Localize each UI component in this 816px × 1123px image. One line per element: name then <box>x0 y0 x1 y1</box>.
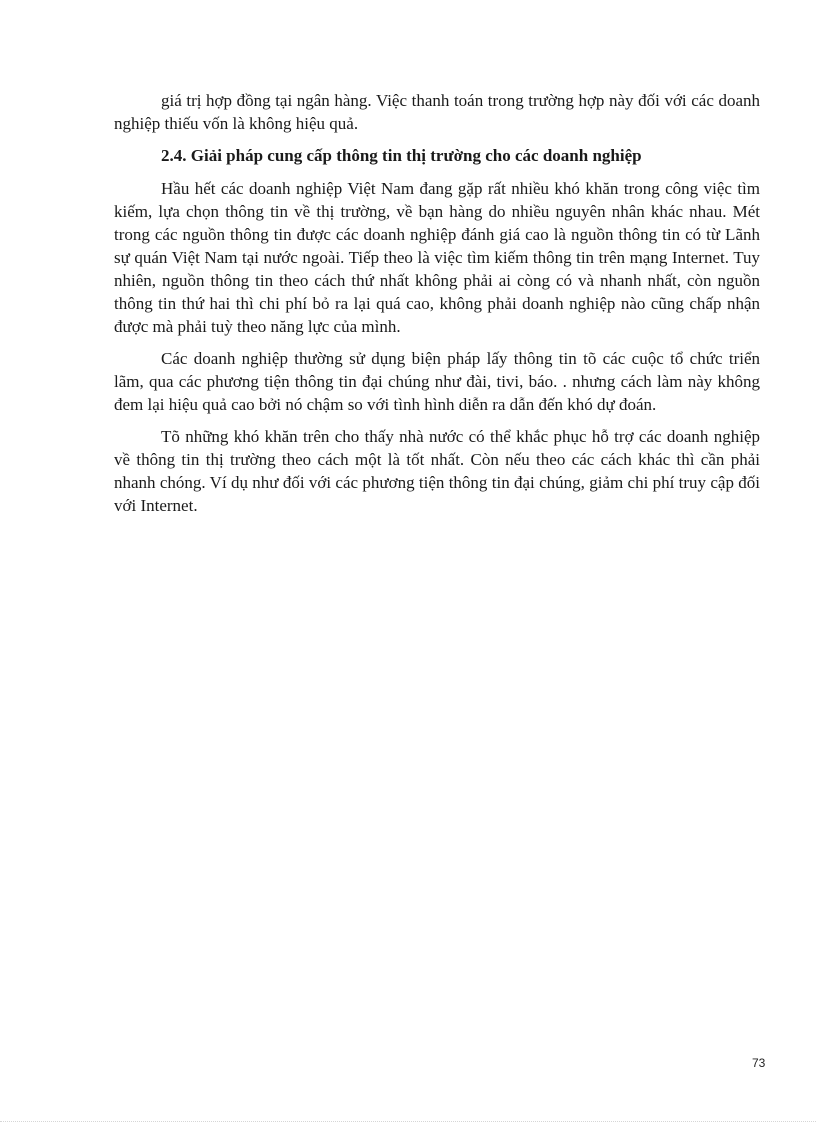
paragraph-2: Các doanh nghiệp thường sử dụng biện pháp lấy thông tin tõ các cuộc tổ chức triển lãm, qua các phương tiện thông tin đại chúng như đài, tivi, báo. . nhưng cách làm này không đem lại hiệu quả cao bởi nó chậm so với tình hình diễn ra dẫn đến khó dự đoán. <box>114 349 760 414</box>
page-body <box>114 89 760 526</box>
paragraph-1: Hầu hết các doanh nghiệp Việt Nam đang gặp rất nhiều khó khăn trong công việc tìm kiếm, lựa chọn thông tin về thị trường, về bạn hàng do nhiều nguyên nhân khác nhau. Mét trong các nguồn thông tin được các doanh nghiệp đánh giá cao là nguồn thông tin có từ Lãnh sự quán Việt Nam tại nước ngoài. Tiếp theo là việc tìm kiếm thông tin trên mạng Internet. Tuy nhiên, nguồn thông tin theo cách thứ nhất không phải ai còng có và nhanh nhất, còn nguồn thông tin thứ hai thì chi phí bỏ ra lại quá cao, không phải doanh nghiệp nào cũng chấp nhận được mà phải tuỳ theo năng lực của mình. <box>114 179 760 336</box>
section-heading: 2.4. Giải pháp cung cấp thông tin thị trường cho các doanh nghiệp <box>161 146 642 165</box>
paragraph-continuation: giá trị hợp đồng tại ngân hàng. Việc thanh toán trong trường hợp này đối với các doanh nghiệp thiếu vốn là không hiệu quả. <box>114 91 760 133</box>
page-bottom-divider <box>0 1121 816 1122</box>
paragraph-3: Tõ những khó khăn trên cho thấy nhà nước có thể khắc phục hỗ trợ các doanh nghiệp về thông tin thị trường theo cách một là tốt nhất. Còn nếu theo các cách khác thì cần phải nhanh chóng. Ví dụ như đối với các phương tiện thông tin đại chúng, giảm chi phí truy cập đối với Internet. <box>114 427 760 515</box>
page-number: 73 <box>752 1056 766 1070</box>
